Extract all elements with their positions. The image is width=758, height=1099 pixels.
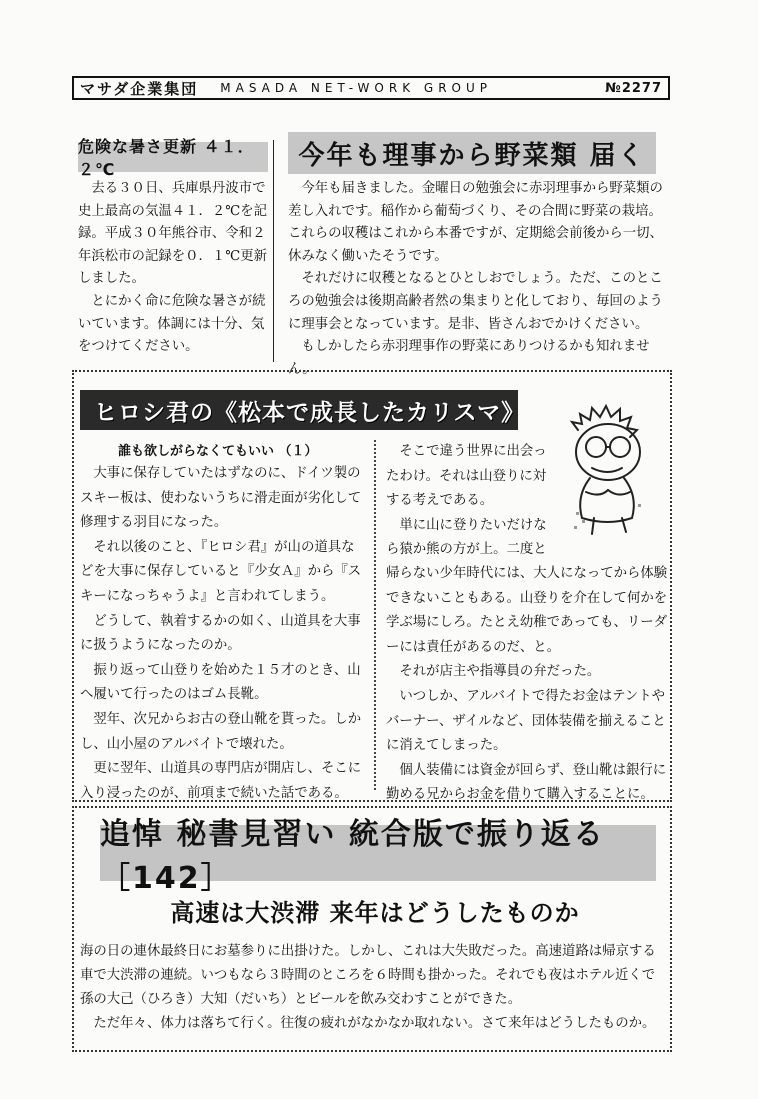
veg-paragraph-2: それだけに収穫となるとひとしおでしょう。ただ、このところの勉強会は後期高齢者然の集まりと化しており、毎回のように理事会となっています。是非、皆さんおでかけください。 (288, 271, 663, 332)
hiroshi-paragraph: 大事に保存していたはずなのに、ドイツ製のスキー板は、使わないうちに滑走面が劣化して修理する羽目になった。 (80, 466, 362, 531)
hiroshi-paragraph: 帰らない少年時代には、大人になってから体験できないこともある。山登りを介在して何かを学ぶ場にしろ。たとえ幼稚であっても、リーダーには責任があるのだ、と。 (386, 566, 668, 655)
hiroshi-paragraph: 翌年、次兄からお古の登山靴を貰った。しかし、山小屋のアルバイトで壊れた。 (80, 711, 362, 752)
org-name-english: MASADA NET-WORK GROUP (220, 81, 492, 95)
hiroshi-column-right (386, 562, 668, 808)
hiroshi-paragraph: そこで違う世界に出会ったわけ。それは山登りに対する考えである。 (386, 444, 547, 509)
cartoon-character-illustration (556, 392, 666, 542)
hiroshi-column-subtitle: 誰も欲しがらなくてもいい （１） (118, 444, 318, 459)
vegetables-article-title: 今年も理事から野菜類 届く (288, 132, 656, 174)
heat-article-body (78, 178, 268, 359)
heat-article-title: 危険な暑さ更新 ４１．２℃ (78, 142, 268, 172)
column-divider (273, 140, 274, 362)
hiroshi-paragraph: どうして、執着するかの如く、山道具を大事に扱うようになったのか。 (80, 613, 361, 654)
hiroshi-paragraph: それが店主や指導員の弁だった。 (399, 664, 601, 680)
hiroshi-column-divider (374, 440, 376, 790)
hiroshi-column-right-top (386, 440, 556, 563)
memorial-column-title: 追悼 秘書見習い 統合版で振り返る ［142］ (100, 825, 656, 881)
memorial-paragraph-1: 海の日の連休最終日にお墓参りに出掛けた。しかし、これは大失敗だった。高速道路は帰京する車で大渋滞の連続。いつもなら３時間のところを６時間も掛かった。それでも夜はホテル近くで孫の大己（ひろき）大知（だいち）とビールを飲み交わすことができた。 (80, 944, 656, 1007)
hiroshi-column-left (80, 462, 366, 806)
vegetables-article-body (288, 178, 668, 381)
hiroshi-paragraph: 更に翌年、山道具の専門店が開店し、そこに入り浸ったのが、前項まで続いた話である。 (80, 761, 362, 801)
heat-paragraph-2: とにかく命に危険な暑さが続いています。体調には十分、気をつけてください。 (78, 293, 266, 355)
memorial-paragraph-2: ただ年々、体力は落ちて行く。往復の疲れがなかなか取れない。さて来年はどうしたものか。 (93, 1016, 656, 1031)
hiroshi-paragraph: 振り返って山登りを始めた１５才のとき、山へ履いて行ったのはゴム長靴。 (80, 662, 361, 703)
heat-paragraph-1: 去る３０日、兵庫県丹波市で史上最高の気温４１．２℃を記録。平成３０年熊谷市、令和２年浜松市の記録を０．１℃更新しました。 (78, 181, 268, 287)
hiroshi-paragraph: 個人装備には資金が回らず、登山靴は銀行に勤める兄からお金を借りて購入することに。 (386, 762, 667, 803)
issue-number: №2277 (605, 80, 662, 96)
hiroshi-paragraph: それ以後のこと、『ヒロシ君』が山の道具などを大事に保存していると『少女Ａ』から『スキーになっちゃうよ』と言われてしまう。 (80, 539, 362, 604)
veg-paragraph-1: 今年も届きました。金曜日の勉強会に赤羽理事から野菜類の差し入れです。稲作から葡萄づくり、その合間に野菜の栽培。これらの収穫はこれから本番ですが、定期総会前後から一切、休みなく働いたそうです。 (288, 181, 663, 264)
veg-paragraph-3: もしかしたら赤羽理事作の野菜にありつけるかも知れません。 (288, 339, 650, 377)
org-name: マサダ企業集団 (80, 79, 199, 98)
newsletter-header (72, 76, 670, 100)
hiroshi-paragraph: 単に山に登りたいだけなら猿か熊の方が上。二度と (386, 517, 547, 558)
memorial-column-body (80, 940, 668, 1036)
memorial-column-subtitle: 高速は大渋滞 来年はどうしたものか (170, 899, 580, 927)
hiroshi-column-banner: ヒロシ君の《松本で成長したカリスマ》 (80, 390, 518, 430)
hiroshi-paragraph: いつしか、アルバイトで得たお金はテントやバーナー、ザイルなど、団体装備を揃えることに消えてしまった。 (386, 688, 666, 754)
